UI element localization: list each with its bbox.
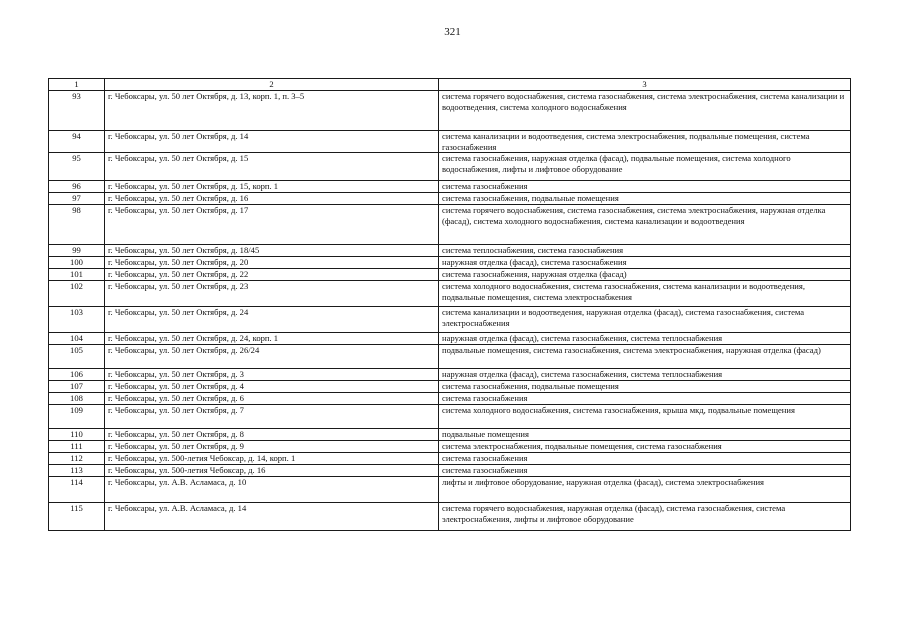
row-address: г. Чебоксары, ул. 50 лет Октября, д. 23	[105, 280, 439, 306]
row-address: г. Чебоксары, ул. 50 лет Октября, д. 16	[105, 193, 439, 205]
row-number: 108	[49, 392, 105, 404]
table-row	[49, 280, 851, 306]
row-systems: система горячего водоснабжения, система газоснабжения, система электроснабжения, система канализации и водоотведения, система холодного водоснабжения	[439, 90, 851, 130]
table-row	[49, 428, 851, 440]
table-row	[49, 464, 851, 476]
row-address: г. Чебоксары, ул. 50 лет Октября, д. 15	[105, 153, 439, 181]
row-systems: система канализации и водоотведения, наружная отделка (фасад), система газоснабжения, система электроснабжения	[439, 306, 851, 332]
row-systems: система горячего водоснабжения, наружная отделка (фасад), система газоснабжения, система электроснабжения, лифты и лифтовое оборудование	[439, 502, 851, 530]
row-number: 102	[49, 280, 105, 306]
row-address: г. Чебоксары, ул. 50 лет Октября, д. 3	[105, 368, 439, 380]
row-systems: наружная отделка (фасад), система газоснабжения	[439, 256, 851, 268]
row-address: г. Чебоксары, ул. 50 лет Октября, д. 9	[105, 440, 439, 452]
row-address: г. Чебоксары, ул. 50 лет Октября, д. 24, корп. 1	[105, 332, 439, 344]
table-row	[49, 204, 851, 244]
row-number: 113	[49, 464, 105, 476]
table-row	[49, 256, 851, 268]
row-systems: лифты и лифтовое оборудование, наружная отделка (фасад), система электроснабжения	[439, 476, 851, 502]
row-number: 99	[49, 244, 105, 256]
row-number: 96	[49, 181, 105, 193]
table-row	[49, 392, 851, 404]
row-number: 105	[49, 344, 105, 368]
table-row	[49, 380, 851, 392]
table-header-row	[49, 79, 851, 91]
row-address: г. Чебоксары, ул. 50 лет Октября, д. 26/24	[105, 344, 439, 368]
row-number: 115	[49, 502, 105, 530]
row-systems: система газоснабжения	[439, 452, 851, 464]
row-number: 93	[49, 90, 105, 130]
row-systems: система холодного водоснабжения, система газоснабжения, крыша мкд, подвальные помещения	[439, 404, 851, 428]
table-row	[49, 130, 851, 153]
row-number: 94	[49, 130, 105, 153]
row-number: 106	[49, 368, 105, 380]
row-address: г. Чебоксары, ул. 50 лет Октября, д. 4	[105, 380, 439, 392]
row-number: 104	[49, 332, 105, 344]
table-row	[49, 306, 851, 332]
row-number: 97	[49, 193, 105, 205]
table-row	[49, 193, 851, 205]
row-number: 107	[49, 380, 105, 392]
row-number: 114	[49, 476, 105, 502]
row-systems: система газоснабжения, наружная отделка (фасад)	[439, 268, 851, 280]
row-systems: система холодного водоснабжения, система газоснабжения, система канализации и водоотведения, подвальные помещения, система электроснабжения	[439, 280, 851, 306]
row-address: г. Чебоксары, ул. 500-летия Чебоксар, д. 16	[105, 464, 439, 476]
row-address: г. Чебоксары, ул. А.В. Асламаса, д. 14	[105, 502, 439, 530]
building-systems-table	[48, 78, 851, 531]
row-number: 101	[49, 268, 105, 280]
row-address: г. Чебоксары, ул. 50 лет Октября, д. 14	[105, 130, 439, 153]
row-systems: система газоснабжения	[439, 181, 851, 193]
row-address: г. Чебоксары, ул. 50 лет Октября, д. 6	[105, 392, 439, 404]
row-address: г. Чебоксары, ул. 50 лет Октября, д. 24	[105, 306, 439, 332]
column-number-1: 1	[49, 79, 105, 91]
column-number-2: 2	[105, 79, 439, 91]
table-row	[49, 404, 851, 428]
table-row	[49, 268, 851, 280]
table-row	[49, 90, 851, 130]
row-systems: система газоснабжения, наружная отделка (фасад), подвальные помещения, система холодного водоснабжения, лифты и лифтовое оборудование	[439, 153, 851, 181]
row-systems: система горячего водоснабжения, система газоснабжения, система электроснабжения, наружная отделка (фасад), система холодного водоснабжения, система канализации и водоотведения	[439, 204, 851, 244]
row-systems: наружная отделка (фасад), система газоснабжения, система теплоснабжения	[439, 368, 851, 380]
row-address: г. Чебоксары, ул. 50 лет Октября, д. 13, корп. 1, п. 3–5	[105, 90, 439, 130]
row-systems: система электроснабжения, подвальные помещения, система газоснабжения	[439, 440, 851, 452]
table-row	[49, 452, 851, 464]
row-address: г. Чебоксары, ул. 50 лет Октября, д. 20	[105, 256, 439, 268]
table-row	[49, 181, 851, 193]
row-number: 111	[49, 440, 105, 452]
row-address: г. Чебоксары, ул. 50 лет Октября, д. 7	[105, 404, 439, 428]
row-number: 110	[49, 428, 105, 440]
table-row	[49, 244, 851, 256]
row-number: 100	[49, 256, 105, 268]
row-address: г. Чебоксары, ул. 50 лет Октября, д. 17	[105, 204, 439, 244]
table-row	[49, 368, 851, 380]
row-systems: подвальные помещения, система газоснабжения, система электроснабжения, наружная отделка (фасад)	[439, 344, 851, 368]
row-number: 103	[49, 306, 105, 332]
column-number-3: 3	[439, 79, 851, 91]
row-systems: наружная отделка (фасад), система газоснабжения, система теплоснабжения	[439, 332, 851, 344]
table-row	[49, 476, 851, 502]
row-systems: система газоснабжения	[439, 392, 851, 404]
row-number: 109	[49, 404, 105, 428]
page-number: 321	[444, 26, 461, 38]
row-systems: система газоснабжения	[439, 464, 851, 476]
row-systems: подвальные помещения	[439, 428, 851, 440]
row-address: г. Чебоксары, ул. 50 лет Октября, д. 15, корп. 1	[105, 181, 439, 193]
row-address: г. Чебоксары, ул. 50 лет Октября, д. 8	[105, 428, 439, 440]
row-number: 95	[49, 153, 105, 181]
row-number: 98	[49, 204, 105, 244]
row-number: 112	[49, 452, 105, 464]
row-systems: система канализации и водоотведения, система электроснабжения, подвальные помещения, система газоснабжения	[439, 130, 851, 153]
table-row	[49, 332, 851, 344]
row-systems: система газоснабжения, подвальные помещения	[439, 193, 851, 205]
row-systems: система теплоснабжения, система газоснабжения	[439, 244, 851, 256]
row-address: г. Чебоксары, ул. 50 лет Октября, д. 18/45	[105, 244, 439, 256]
row-address: г. Чебоксары, ул. А.В. Асламаса, д. 10	[105, 476, 439, 502]
table-row	[49, 502, 851, 530]
table-row	[49, 344, 851, 368]
table-row	[49, 153, 851, 181]
table-row	[49, 440, 851, 452]
row-address: г. Чебоксары, ул. 50 лет Октября, д. 22	[105, 268, 439, 280]
row-systems: система газоснабжения, подвальные помещения	[439, 380, 851, 392]
row-address: г. Чебоксары, ул. 500-летия Чебоксар, д. 14, корп. 1	[105, 452, 439, 464]
